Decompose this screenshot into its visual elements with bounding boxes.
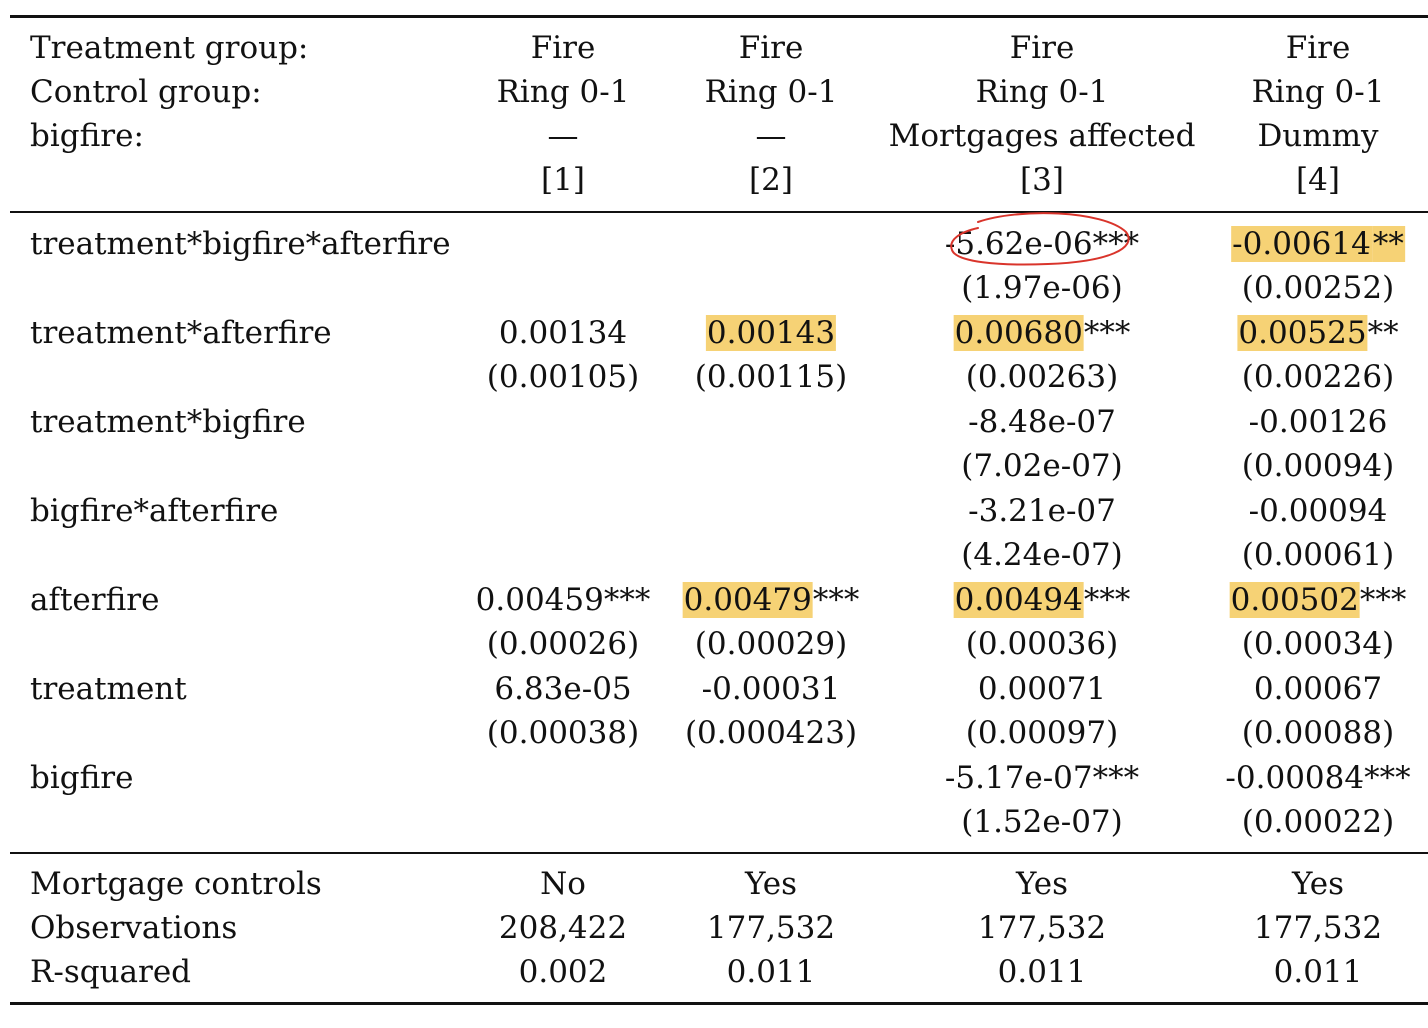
header-col3-control: Ring 0-1 [975,74,1109,110]
coef-value: -5.17e-07 [944,760,1093,796]
std-error-cell: (0.00029) [694,626,848,662]
coef-cell [702,667,841,711]
row-label: treatment [30,671,187,707]
std-error-cell: (0.00061) [1241,537,1395,573]
std-error-cell: (0.00105) [486,359,640,395]
coef-value: 0.00459 [475,582,604,618]
coef-cell [945,756,1139,800]
footer-value: 177,532 [706,910,836,946]
footer-value: Yes [744,866,798,902]
coef-value: -8.48e-07 [968,404,1116,440]
header-label-bigfire: bigfire: [30,118,144,154]
row-label: treatment*bigfire*afterfire [30,226,451,262]
header-col4-num: [4] [1296,162,1340,198]
coef-value: 0.00479 [683,582,812,618]
std-error-cell: (1.52e-07) [961,804,1123,840]
header-col2-num: [2] [749,162,793,198]
header-rule [10,211,1428,213]
coef-value: 0.00134 [498,315,628,351]
coef-value: -3.21e-07 [968,493,1116,529]
significance-stars: *** [1083,582,1131,618]
std-error-cell: (0.000423) [684,715,858,751]
significance-stars: *** [1083,315,1131,351]
coef-value: 0.00680 [954,315,1083,351]
footer-value: Yes [1015,866,1069,902]
std-error-cell: (0.00026) [486,626,640,662]
coef-value: -0.00614 [1232,226,1371,262]
header-col3-num: [3] [1020,162,1064,198]
coef-value: 0.00502 [1230,582,1359,618]
header-col3-treatment: Fire [1009,30,1075,66]
header-col2-control: Ring 0-1 [704,74,838,110]
coef-cell [1237,311,1398,355]
std-error-cell: (0.00038) [486,715,640,751]
std-error-cell: (0.00094) [1241,448,1395,484]
significance-stars: ** [1367,315,1399,351]
coef-cell [954,578,1131,622]
coef-value: 0.00494 [954,582,1083,618]
header-col2-bigfire: — [755,118,787,154]
coef-value: -0.00094 [1248,493,1388,529]
significance-stars: ** [1372,226,1404,262]
coef-cell [476,578,651,622]
header-col3-bigfire: Mortgages affected [888,118,1196,154]
std-error-cell: (0.00263) [965,359,1119,395]
header-col1-num: [1] [541,162,585,198]
row-label: treatment*bigfire [30,404,306,440]
std-error-cell: (0.00226) [1241,359,1395,395]
row-label: treatment*afterfire [30,315,332,351]
coef-value: -0.00126 [1248,404,1388,440]
coef-cell [1230,578,1407,622]
std-error-cell: (0.00088) [1241,715,1395,751]
bottom-rule [10,1002,1428,1005]
coef-cell [1254,667,1382,711]
row-label: bigfire*afterfire [30,493,279,529]
coef-cell [945,222,1139,266]
coef-cell [683,578,860,622]
header-label-treatment: Treatment group: [30,30,309,66]
header-label-control: Control group: [30,74,262,110]
footer-value: 0.002 [518,954,608,990]
coef-value: -0.00031 [701,671,841,707]
header-col1-control: Ring 0-1 [496,74,630,110]
footer-value: No [540,866,586,902]
coef-cell [1225,756,1410,800]
coef-cell [1249,489,1388,533]
std-error-cell: (0.00252) [1241,270,1395,306]
header-col4-control: Ring 0-1 [1251,74,1385,110]
coef-cell [499,311,627,355]
significance-stars: *** [603,582,651,618]
coef-value: 6.83e-05 [494,671,632,707]
row-label: bigfire [30,760,134,796]
std-error-cell: (0.00097) [965,715,1119,751]
std-error-cell: (4.24e-07) [961,537,1123,573]
header-col1-bigfire: — [547,118,579,154]
coef-value: 0.00067 [1253,671,1383,707]
coef-cell [954,311,1131,355]
coef-value: 0.00525 [1238,315,1367,351]
coef-cell [1231,222,1405,266]
coef-value: -0.00084 [1225,760,1365,796]
std-error-cell: (0.00034) [1241,626,1395,662]
std-error-cell: (1.97e-06) [961,270,1123,306]
coef-value: -5.62e-06 [944,226,1093,262]
body-rule [10,852,1428,854]
significance-stars: *** [1092,760,1140,796]
coef-cell [978,667,1106,711]
coef-cell [706,311,836,355]
coef-cell [968,400,1116,444]
std-error-cell: (0.00022) [1241,804,1395,840]
header-col4-bigfire: Dummy [1257,118,1379,154]
footer-value: 177,532 [977,910,1107,946]
std-error-cell: (0.00036) [965,626,1119,662]
header-col1-treatment: Fire [530,30,596,66]
footer-value: 0.011 [726,954,816,990]
significance-stars: *** [812,582,860,618]
footer-label: R-squared [30,954,192,990]
footer-label: Observations [30,910,238,946]
significance-stars: *** [1359,582,1407,618]
coef-cell [494,667,631,711]
footer-value: Yes [1291,866,1345,902]
header-col4-treatment: Fire [1285,30,1351,66]
std-error-cell: (7.02e-07) [961,448,1123,484]
footer-value: 208,422 [498,910,628,946]
coef-value: 0.00143 [706,315,836,351]
coef-cell [1249,400,1388,444]
significance-stars: *** [1364,760,1411,796]
footer-label: Mortgage controls [30,866,322,902]
coef-value: 0.00071 [977,671,1107,707]
footer-value: 177,532 [1253,910,1383,946]
std-error-cell: (0.00115) [694,359,848,395]
row-label: afterfire [30,582,160,618]
footer-value: 0.011 [1273,954,1363,990]
significance-stars: *** [1092,226,1140,262]
top-rule [10,15,1428,18]
header-col2-treatment: Fire [738,30,804,66]
coef-cell [968,489,1116,533]
footer-value: 0.011 [997,954,1087,990]
